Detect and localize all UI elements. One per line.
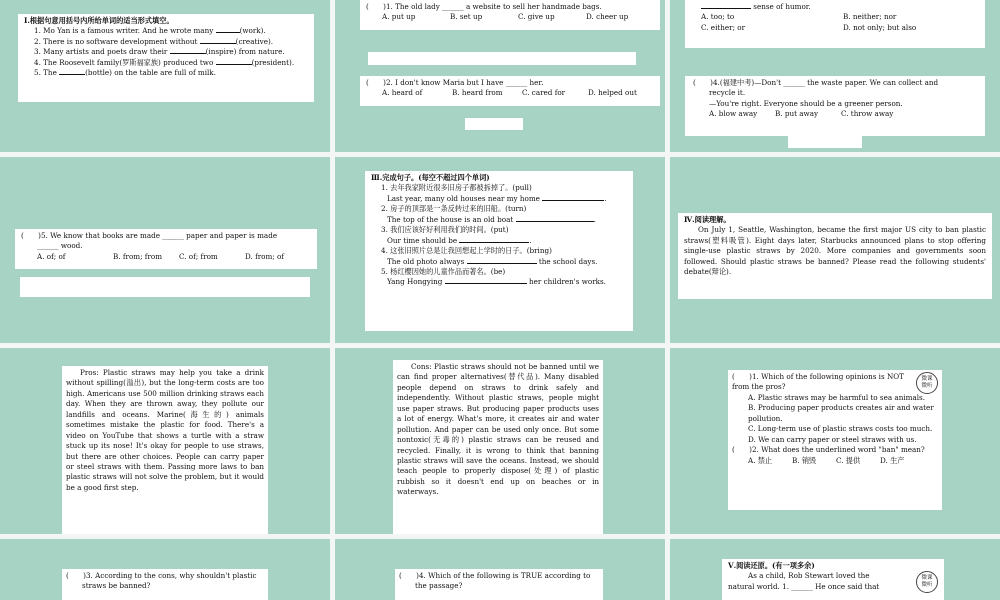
blank-bar	[788, 136, 862, 148]
cons-passage: Cons: Plastic straws should not be banned until we can find proper alternatives(替代品). Many disabled people depend on straws to drink safely and independently. Without plastic straws, people might use paper straws. But producing paper products uses a lot of energy. What's more, it creates air and water pollution. And paper can be used only once. But some nontoxic(无毒的) plastic straws can be reused and recycled. Finally, it is wrong to think that banning plastic straws will save the oceans. Instead, we should teach people to properly dispose(处理) of plastic rubbish so it doesn't end up on beaches or in waterways.	[397, 362, 599, 497]
option: A. put up	[382, 12, 416, 22]
question-stem: ( )2. I don't know Maria but I have ______ her.	[366, 78, 544, 87]
section-title: Ⅰ.根据句意用括号内所给单词的适当形式填空。	[24, 16, 174, 25]
question-item: 4. The Roosevelt family(罗斯福家族) produced two (president).	[34, 57, 295, 67]
section-title: Ⅴ.阅读还原。(有一项多余)	[728, 561, 815, 570]
question-item: 1. Mo Yan is a famous writer. And he wrote many (work).	[34, 26, 266, 36]
reading-intro-card	[678, 213, 992, 299]
slide-2	[335, 0, 665, 152]
question-card-3	[62, 569, 268, 600]
questions-card	[728, 370, 942, 510]
option: A. heard of	[382, 88, 423, 98]
option: B. Producing paper products creates air and water pollution.	[748, 403, 934, 423]
passage-intro: On July 1, Seattle, Washington, became the first major US city to ban plastic straws(塑料吸管). Eight days later, Starbucks announced plans to stop offering single-use plastic straws by 2020. More companies and governments soon followed. Should plastic straws be banned? Please read the following students' debate(辩论).	[684, 225, 986, 277]
question-card-1	[360, 0, 660, 30]
option: D. from; of	[245, 251, 285, 261]
question-stem: ( )4.(福建中考)—Don't ______ the waste paper. We can collect and	[693, 78, 939, 87]
question-item: 2. There is no software development without (creative).	[34, 36, 274, 46]
pros-passage: Pros: Plastic straws may help you take a drink without spilling(溢出), but the long-term costs are too high. Americans use 500 million drinking straws each day. When they are thrown away, they pollute our landfills and oceans. Marine(海生的) animals sometimes mistake the plastic for food. There's a video on YouTube that shows a turtle with a straw stuck up its nose! It's okay for people to use straws, but there are other choices. People can carry paper or steel straws with them. Passing more laws to ban plastic straws will not solve the problem, but it would be a good first step.	[66, 368, 264, 492]
passage-line: natural world. 1. ______ He once said that	[728, 581, 880, 591]
slide-1	[0, 0, 330, 152]
option: A. too; to	[701, 12, 735, 22]
en-sentence: Yang Hongying her children's works.	[387, 277, 606, 287]
cn-sentence: 2. 房子的顶部是一条反转过来的旧船。(turn)	[381, 204, 527, 214]
option: B. neither; nor	[843, 12, 897, 22]
question-item: 3. Many artists and poets draw their (inspire) from nature.	[34, 47, 285, 57]
option: D. cheer up	[586, 12, 629, 22]
en-sentence: The top of the house is an old boat .	[387, 214, 596, 224]
en-sentence: Our time should be .	[387, 235, 532, 245]
option: C. Long-term use of plastic straws costs too much.	[748, 424, 933, 434]
question-reply: —You're right. Everyone should be a greener person.	[709, 98, 903, 108]
slide-8	[335, 348, 665, 534]
micro-lesson-stamp: 微课 微听	[916, 372, 938, 394]
question-tail: sense of humor.	[701, 2, 969, 12]
question-card-4	[685, 76, 985, 136]
option: C. either; or	[701, 22, 746, 32]
cn-sentence: 4. 这张旧照片总是让我回想起上学时的日子。(bring)	[381, 246, 552, 256]
slide-10	[0, 539, 330, 600]
option: C. of; from	[179, 251, 218, 261]
slide-7	[0, 348, 330, 534]
question-stem-cont: straws be banned?	[82, 581, 151, 591]
slide-11	[335, 539, 665, 600]
slide-5	[335, 157, 665, 343]
passage-line: As a child, Rob Stewart loved the	[748, 571, 870, 581]
option: C. cared for	[522, 88, 566, 98]
option: B. heard from	[452, 88, 503, 98]
question-stem-cont: ______ wood.	[37, 241, 83, 251]
question-stem-cont: the passage?	[415, 581, 463, 591]
micro-lesson-stamp: 微课 微听	[916, 571, 938, 593]
slide-9	[670, 348, 1000, 534]
option: D. We can carry paper or steel straws with us.	[748, 434, 917, 444]
question-stem: ( )5. We know that books are made ______ paper and paper is made	[21, 231, 278, 240]
fill-in-card	[18, 14, 314, 102]
slide-3	[670, 0, 1000, 152]
section-title: Ⅲ.完成句子。(每空不超过四个单词)	[371, 173, 490, 182]
question-stem: ( )2. What does the underlined word "ban" mean?	[732, 445, 925, 455]
option: A. blow away	[709, 109, 758, 119]
option-list	[693, 109, 977, 119]
option: D. 生产	[880, 455, 905, 465]
option: A. of; of	[37, 251, 66, 261]
option: B. set up	[450, 12, 483, 22]
cons-card	[393, 360, 603, 534]
option: C. 提供	[836, 455, 861, 465]
option-list	[732, 456, 938, 466]
sentence-restore-card	[722, 559, 944, 600]
option: A. Plastic straws may be harmful to sea animals.	[748, 392, 926, 402]
option: B. put away	[775, 109, 819, 119]
cn-sentence: 3. 我们应该好好利用我们的时间。(put)	[381, 225, 509, 235]
blank-bar	[20, 277, 310, 297]
option-list	[366, 88, 654, 98]
option-list	[366, 12, 654, 22]
slide-4	[0, 157, 330, 343]
question-card-2	[360, 76, 660, 106]
question-card-4b	[395, 569, 603, 600]
pros-card	[62, 366, 268, 534]
option-list	[21, 252, 311, 262]
question-card-5	[15, 229, 317, 269]
option: D. not only; but also	[843, 22, 917, 32]
option: C. give up	[518, 12, 555, 22]
option-list	[701, 12, 969, 33]
section-title: Ⅳ.阅读理解。	[684, 215, 731, 224]
option: B. 销毁	[792, 455, 817, 465]
slide-6	[670, 157, 1000, 343]
slide-12	[670, 539, 1000, 600]
question-stem: ( )1. The old lady ______ a website to sell her handmade bags.	[366, 2, 602, 11]
en-sentence: The old photo always the school days.	[387, 256, 598, 266]
en-sentence: Last year, many old houses near my home .	[387, 193, 607, 203]
cn-sentence: 1. 去年我家附近很多旧房子都被拆掉了。(pull)	[381, 183, 532, 193]
blank-bar	[465, 118, 523, 130]
option: A. 禁止	[748, 455, 773, 465]
question-stem: ( )1. Which of the following opinions is NOT from the pros?	[732, 372, 904, 392]
option: C. throw away	[841, 109, 894, 119]
option: B. from; from	[113, 251, 163, 261]
options-card	[685, 0, 985, 48]
blank-bar	[368, 52, 636, 65]
option: D. helped out	[588, 88, 637, 98]
question-stem: ( )3. According to the cons, why shouldn't plastic	[66, 571, 257, 580]
question-item: 5. The (bottle) on the table are full of milk.	[34, 68, 216, 78]
complete-sentence-card	[365, 171, 633, 331]
question-stem: ( )4. Which of the following is TRUE according to	[399, 571, 591, 580]
cn-sentence: 5. 杨红樱因她的儿童作品而著名。(be)	[381, 266, 506, 276]
question-stem-cont: recycle it.	[709, 88, 746, 98]
